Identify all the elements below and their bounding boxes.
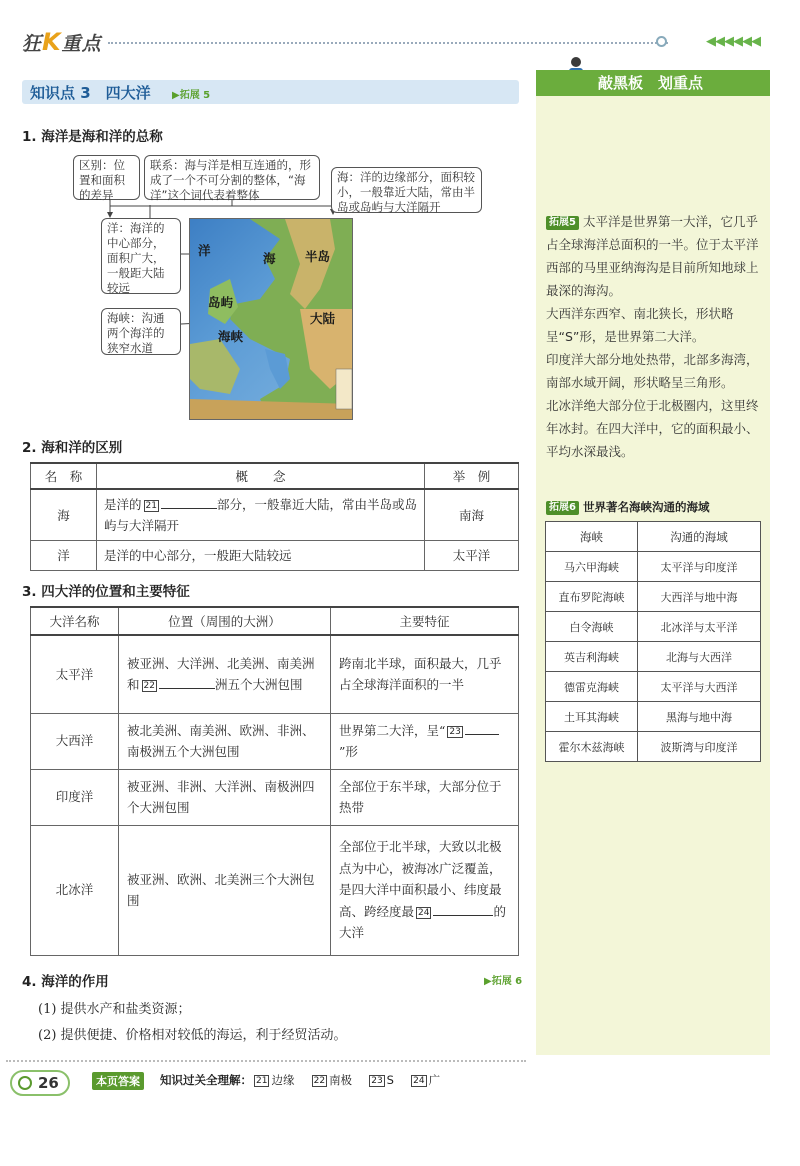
feature-pre: 世界第二大洋，呈“ (339, 722, 446, 738)
use-item: (2) 提供便捷、价格相对较低的海运，利于经贸活动。 (38, 1028, 347, 1043)
fill-blank[interactable] (159, 675, 215, 689)
table-row (31, 713, 519, 769)
strait-name: 英吉利海峡 (546, 642, 638, 672)
map-label-ocean: 洋 (198, 243, 211, 258)
table-cell-feature: 全部位于东半球，大部分位于热带 (331, 769, 519, 825)
table-cell-feature (331, 713, 519, 769)
four-oceans-table (30, 606, 519, 956)
table-cell-concept (97, 489, 425, 541)
section-1-title: 1. 海洋是海和洋的总称 (22, 129, 163, 145)
table-cell-position: 被亚洲、非洲、大洋洲、南极洲四个大洲包围 (119, 769, 331, 825)
header-circle-icon (656, 36, 667, 47)
feature-post: 的大洋 (339, 903, 506, 941)
table-cell-ocean-name: 北冰洋 (31, 825, 119, 955)
strait-waters: 波斯湾与印度洋 (638, 732, 761, 762)
table-row (546, 642, 761, 672)
table-row (31, 769, 519, 825)
strait-name: 马六甲海峡 (546, 552, 638, 582)
footer-divider (6, 1060, 526, 1062)
answer-text: S (386, 1073, 394, 1087)
blank-number: 23 (449, 726, 461, 737)
strait-waters: 北海与大西洋 (638, 642, 761, 672)
section-3-title: 3. 四大洋的位置和主要特征 (22, 584, 190, 600)
ext-badge-num: 5 (569, 217, 576, 228)
sidebar-title: 敲黑板 划重点 (536, 70, 770, 96)
ext5-block (546, 210, 762, 463)
strait-name: 德雷克海峡 (546, 672, 638, 702)
answer-label: 知识过关全理解： (160, 1073, 252, 1087)
knowledge-point-ext-link[interactable]: ▶拓展 5 (172, 90, 211, 101)
strait-waters: 太平洋与印度洋 (638, 552, 761, 582)
position-post: 洲五个大洲包围 (214, 677, 303, 693)
key-points-sidebar (536, 70, 770, 1055)
table-cell-name: 海 (31, 489, 97, 541)
table-row (31, 635, 519, 713)
ext-badge-num: 6 (569, 502, 576, 513)
blank-number: 21 (145, 501, 157, 511)
callout-distinction: 区别：位置和面积的差异 (73, 155, 140, 200)
callout-sea: 海：洋的边缘部分，面积较小，一般靠近大陆，常由半岛或岛屿与大洋隔开 (331, 167, 482, 213)
table-cell-position: 被北美洲、南美洲、欧洲、非洲、南极洲五个大洲包围 (119, 713, 331, 769)
table-header-row (31, 463, 519, 489)
page-number (10, 1070, 70, 1096)
strait-name: 霍尔木兹海峡 (546, 732, 638, 762)
map-label-island: 岛屿 (208, 295, 234, 310)
table-row (546, 552, 761, 582)
table-row (546, 582, 761, 612)
brand-post: 重点 (61, 33, 102, 55)
table-header-row (31, 607, 519, 635)
table-header-cell: 名 称 (31, 463, 97, 489)
map-label-sea: 海 (263, 251, 276, 266)
ext6-title-row (546, 499, 709, 515)
map-label-peninsula: 半岛 (305, 249, 331, 264)
map-legend (336, 369, 352, 409)
map-label-strait: 海峡 (218, 329, 244, 344)
strait-waters: 黑海与地中海 (638, 702, 761, 732)
knowledge-point-title: 知识点 3 四大洋 (30, 84, 151, 102)
fill-blank[interactable] (465, 721, 499, 735)
answer-num: 22 (313, 1076, 326, 1086)
table-cell-name: 洋 (31, 541, 97, 571)
ext5-paragraph-3: 印度洋大部分地处热带，北部多海湾，南部水域开阔，形状略呈三角形。 (546, 352, 759, 390)
table-cell-ocean-name: 大西洋 (31, 713, 119, 769)
table-row (31, 541, 519, 571)
answer-num: 21 (256, 1076, 268, 1086)
strait-waters: 太平洋与大西洋 (638, 672, 761, 702)
strait-waters: 北冰洋与太平洋 (638, 612, 761, 642)
table-cell-example: 太平洋 (425, 541, 519, 571)
table-cell-feature (331, 825, 519, 955)
table-row (31, 489, 519, 541)
table-cell-example: 南海 (425, 489, 519, 541)
blank-number: 24 (418, 907, 430, 918)
table-cell-ocean-name: 印度洋 (31, 769, 119, 825)
table-cell-feature: 跨南北半球，面积最大，几乎占全球海洋面积的一半 (331, 635, 519, 713)
table-header-cell: 大洋名称 (31, 607, 119, 635)
callout-strait: 海峡：沟通两个海洋的狭窄水道 (101, 308, 181, 355)
strait-waters: 大西洋与地中海 (638, 582, 761, 612)
ext-badge (546, 216, 579, 230)
answer-line (160, 1072, 440, 1088)
ext6-title: 世界著名海峡沟通的海域 (582, 500, 710, 514)
table-cell-ocean-name: 太平洋 (31, 635, 119, 713)
ext-badge (546, 501, 579, 515)
answer-text: 南极 (329, 1073, 353, 1087)
ext-badge-label: 拓展 (549, 502, 569, 513)
fill-blank[interactable] (433, 902, 493, 916)
ext-badge-label: 拓展 (549, 217, 569, 228)
strait-name: 白令海峡 (546, 612, 638, 642)
table-header-cell: 主要特征 (331, 607, 519, 635)
table-row (546, 672, 761, 702)
section-4-ext-link[interactable]: ▶拓展 6 (484, 976, 523, 987)
callout-relation: 联系：海与洋是相互连通的，形成了一个不可分割的整体，“海洋”这个词代表着整体 (144, 155, 320, 200)
fill-blank[interactable] (161, 495, 217, 509)
europe-map (189, 218, 353, 420)
table-header-row (546, 522, 761, 552)
table-row (546, 732, 761, 762)
answer-text: 广 (428, 1073, 441, 1087)
answer-num: 24 (413, 1076, 425, 1086)
brand-pre: 狂 (22, 33, 43, 55)
table-header-cell: 概 念 (97, 463, 425, 489)
use-item: (1) 提供水产和盐类资源； (38, 1002, 191, 1017)
sea-ocean-diff-table (30, 462, 519, 571)
feature-post: ”形 (339, 744, 358, 759)
header-arrows-icon: ◀◀◀◀◀◀ (706, 34, 760, 49)
section-2-title: 2. 海和洋的区别 (22, 440, 123, 456)
blank-number: 22 (143, 681, 155, 692)
map-land-iberia (190, 339, 240, 394)
table-cell-position (119, 635, 331, 713)
ext5-paragraph-2: 大西洋东西窄、南北狭长，形状略呈“S”形，是世界第二大洋。 (546, 306, 734, 344)
strait-name: 土耳其海峡 (546, 702, 638, 732)
map-label-continent: 大陆 (310, 311, 336, 326)
position-pre: 被亚洲、大洋洲、北美洲、南美洲和 (127, 655, 315, 693)
table-header-cell: 沟通的海域 (638, 522, 761, 552)
callout-ocean: 洋：海洋的中心部分，面积广大，一般距大陆较远 (101, 218, 181, 294)
answer-num: 23 (371, 1076, 383, 1086)
page-number-text: 26 (38, 1074, 59, 1092)
concept-post: 部分，一般靠近大陆，常由半岛或岛屿与大洋隔开 (104, 497, 417, 533)
feature-pre: 全部位于北半球，大致以北极点为中心，被海冰广泛覆盖，是四大洋中面积最小、纬度最高、跨经度最 (339, 839, 502, 919)
table-row (31, 825, 519, 955)
table-header-cell: 海峡 (546, 522, 638, 552)
table-header-cell: 举 例 (425, 463, 519, 489)
answer-text: 边缘 (271, 1073, 295, 1087)
strait-name: 直布罗陀海峡 (546, 582, 638, 612)
table-cell-concept: 是洋的中心部分，一般距大陆较远 (97, 541, 425, 571)
ext5-paragraph-1: 太平洋是世界第一大洋，它几乎占全球海洋总面积的一半。位于太平洋西部的马里亚纳海沟是目前所知地球上最深的海沟。 (546, 214, 759, 298)
section-4-title: 4. 海洋的作用 (22, 974, 109, 990)
table-row (546, 702, 761, 732)
brand-k: K (42, 28, 62, 56)
page-circle-icon (18, 1076, 32, 1090)
answer-tag: 本页答案 (92, 1072, 144, 1090)
straits-table (545, 521, 761, 762)
table-header-cell: 位置（周围的大洲） (119, 607, 331, 635)
table-cell-position: 被亚洲、欧洲、北美洲三个大洲包围 (119, 825, 331, 955)
concept-pre: 是洋的 (104, 497, 142, 512)
ext5-paragraph-4: 北冰洋绝大部分位于北极圈内，这里终年冰封。在四大洋中，它的面积最小、平均水深最浅。 (546, 398, 759, 459)
table-row (546, 612, 761, 642)
